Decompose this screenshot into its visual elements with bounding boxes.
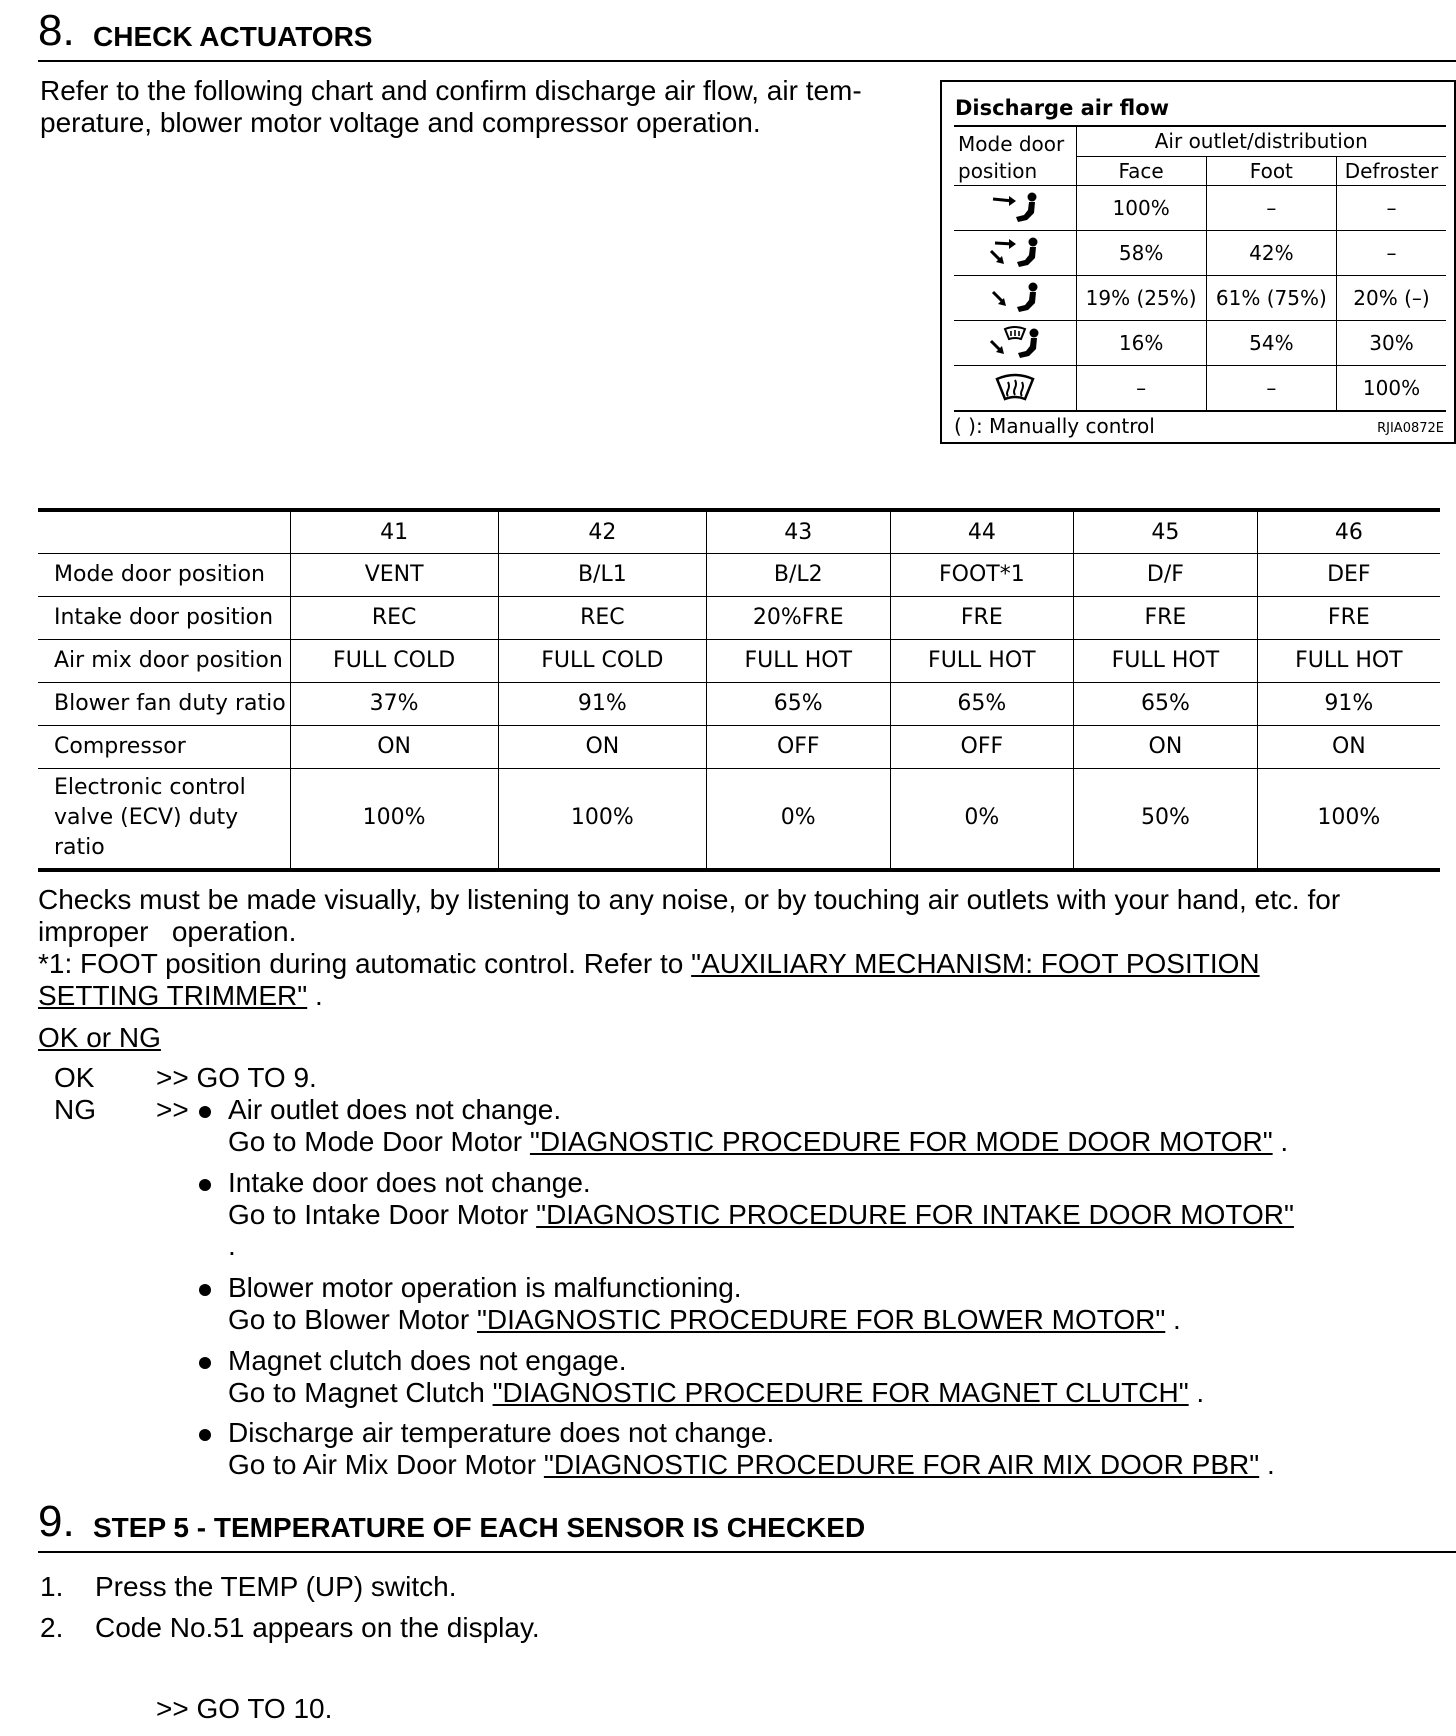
row-label: Air mix door position: [38, 639, 290, 682]
flow-row: 19% (25%) 61% (75%) 20% (–): [954, 276, 1446, 321]
air-mix-door-motor-link[interactable]: "DIAGNOSTIC PROCEDURE FOR AIR MIX DOOR PBR": [543, 1449, 1260, 1480]
vent-mode-icon: [954, 186, 1076, 231]
bullet-icon: [199, 1106, 211, 1118]
step-number: 8.: [38, 6, 75, 55]
bullet-icon: [199, 1284, 211, 1296]
table-row: Mode door position VENT B/L1 B/L2 FOOT*1 D/F DEF: [38, 553, 1440, 596]
figure-id: RJIA0872E: [1377, 421, 1444, 436]
check-note: Checks must be made visually, by listening to any noise, or by touching air outlets with your hand, etc. for improper operation.: [38, 884, 1341, 947]
step-8-heading: [38, 6, 1456, 62]
row-label: Intake door position: [38, 596, 290, 639]
column-foot: Foot: [1206, 156, 1336, 185]
row-label: Mode door position: [38, 553, 290, 596]
discharge-air-flow-table: [954, 125, 1446, 412]
step-9-heading: [38, 1497, 1456, 1553]
ok-label: OK: [54, 1062, 95, 1093]
ng-label: NG: [54, 1094, 96, 1125]
column-face: Face: [1076, 156, 1206, 185]
code-41: 41: [290, 510, 498, 553]
row-label: Compressor: [38, 725, 290, 768]
table-row: Compressor ON ON OFF OFF ON ON: [38, 725, 1440, 768]
mode-door-header: Mode door position: [954, 126, 1076, 186]
table-header-row: [38, 510, 1440, 553]
table-row: Air mix door position FULL COLD FULL COLD FULL HOT FULL HOT FULL HOT FULL HOT: [38, 639, 1440, 682]
column-defroster: Defroster: [1336, 156, 1446, 185]
table-row: Intake door position REC REC 20%FRE FRE FRE FRE: [38, 596, 1440, 639]
code-44: 44: [890, 510, 1074, 553]
ok-action: >> GO TO 9.: [156, 1062, 317, 1093]
flow-row: 16% 54% 30%: [954, 321, 1446, 366]
code-46: 46: [1257, 510, 1440, 553]
defrost-foot-mode-icon: [954, 321, 1076, 366]
defrost-mode-icon: [954, 366, 1076, 411]
figure-caption: Discharge air flow: [955, 96, 1170, 120]
go-to-10-action: >> GO TO 10.: [156, 1693, 333, 1724]
intro-text: Refer to the following chart and confirm discharge air flow, air tem- perature, blower motor voltage and compressor operation.: [40, 75, 862, 138]
table-row: Blower fan duty ratio 37% 91% 65% 65% 65% 91%: [38, 682, 1440, 725]
actuator-check-table: [38, 508, 1440, 872]
row-label: Blower fan duty ratio: [38, 682, 290, 725]
code-42: 42: [498, 510, 706, 553]
step-number: 9.: [38, 1497, 75, 1546]
foot-position-trimmer-link-cont[interactable]: SETTING TRIMMER": [38, 980, 308, 1011]
bullet-icon: [199, 1429, 211, 1441]
magnet-clutch-link[interactable]: "DIAGNOSTIC PROCEDURE FOR MAGNET CLUTCH": [492, 1377, 1189, 1408]
ng-arrow: >>: [156, 1094, 189, 1125]
mode-door-motor-link[interactable]: "DIAGNOSTIC PROCEDURE FOR MODE DOOR MOTOR": [529, 1126, 1273, 1157]
discharge-air-flow-figure: [940, 80, 1456, 444]
code-43: 43: [706, 510, 890, 553]
figure-footnote: ( ): Manually control: [954, 414, 1155, 438]
flow-row: – – 100%: [954, 366, 1446, 411]
row-label: Electronic control valve (ECV) duty ratio: [38, 768, 290, 870]
flow-row: 58% 42% –: [954, 231, 1446, 276]
code-45: 45: [1074, 510, 1258, 553]
step-title: CHECK ACTUATORS: [93, 21, 373, 52]
flow-row: 100% – –: [954, 186, 1446, 231]
bi-level-mode-icon: [954, 231, 1076, 276]
foot-mode-icon: [954, 276, 1076, 321]
intake-door-motor-link[interactable]: "DIAGNOSTIC PROCEDURE FOR INTAKE DOOR MOTOR": [536, 1199, 1294, 1230]
foot-position-note: *1: FOOT position during automatic control. Refer to "AUXILIARY MECHANISM: FOOT POSITION SETTING TRIMMER" .: [38, 948, 1260, 1011]
blower-motor-link[interactable]: "DIAGNOSTIC PROCEDURE FOR BLOWER MOTOR": [476, 1304, 1166, 1335]
step-title: STEP 5 - TEMPERATURE OF EACH SENSOR IS CHECKED: [93, 1512, 866, 1543]
outlet-header: Air outlet/distribution: [1076, 126, 1446, 156]
bullet-icon: [199, 1179, 211, 1191]
foot-position-trimmer-link[interactable]: "AUXILIARY MECHANISM: FOOT POSITION: [691, 948, 1260, 979]
table-row: Electronic control valve (ECV) duty ratio 100% 100% 0% 0% 50% 100%: [38, 768, 1440, 870]
ok-ng-heading: OK or NG: [38, 1022, 161, 1053]
bullet-icon: [199, 1357, 211, 1369]
